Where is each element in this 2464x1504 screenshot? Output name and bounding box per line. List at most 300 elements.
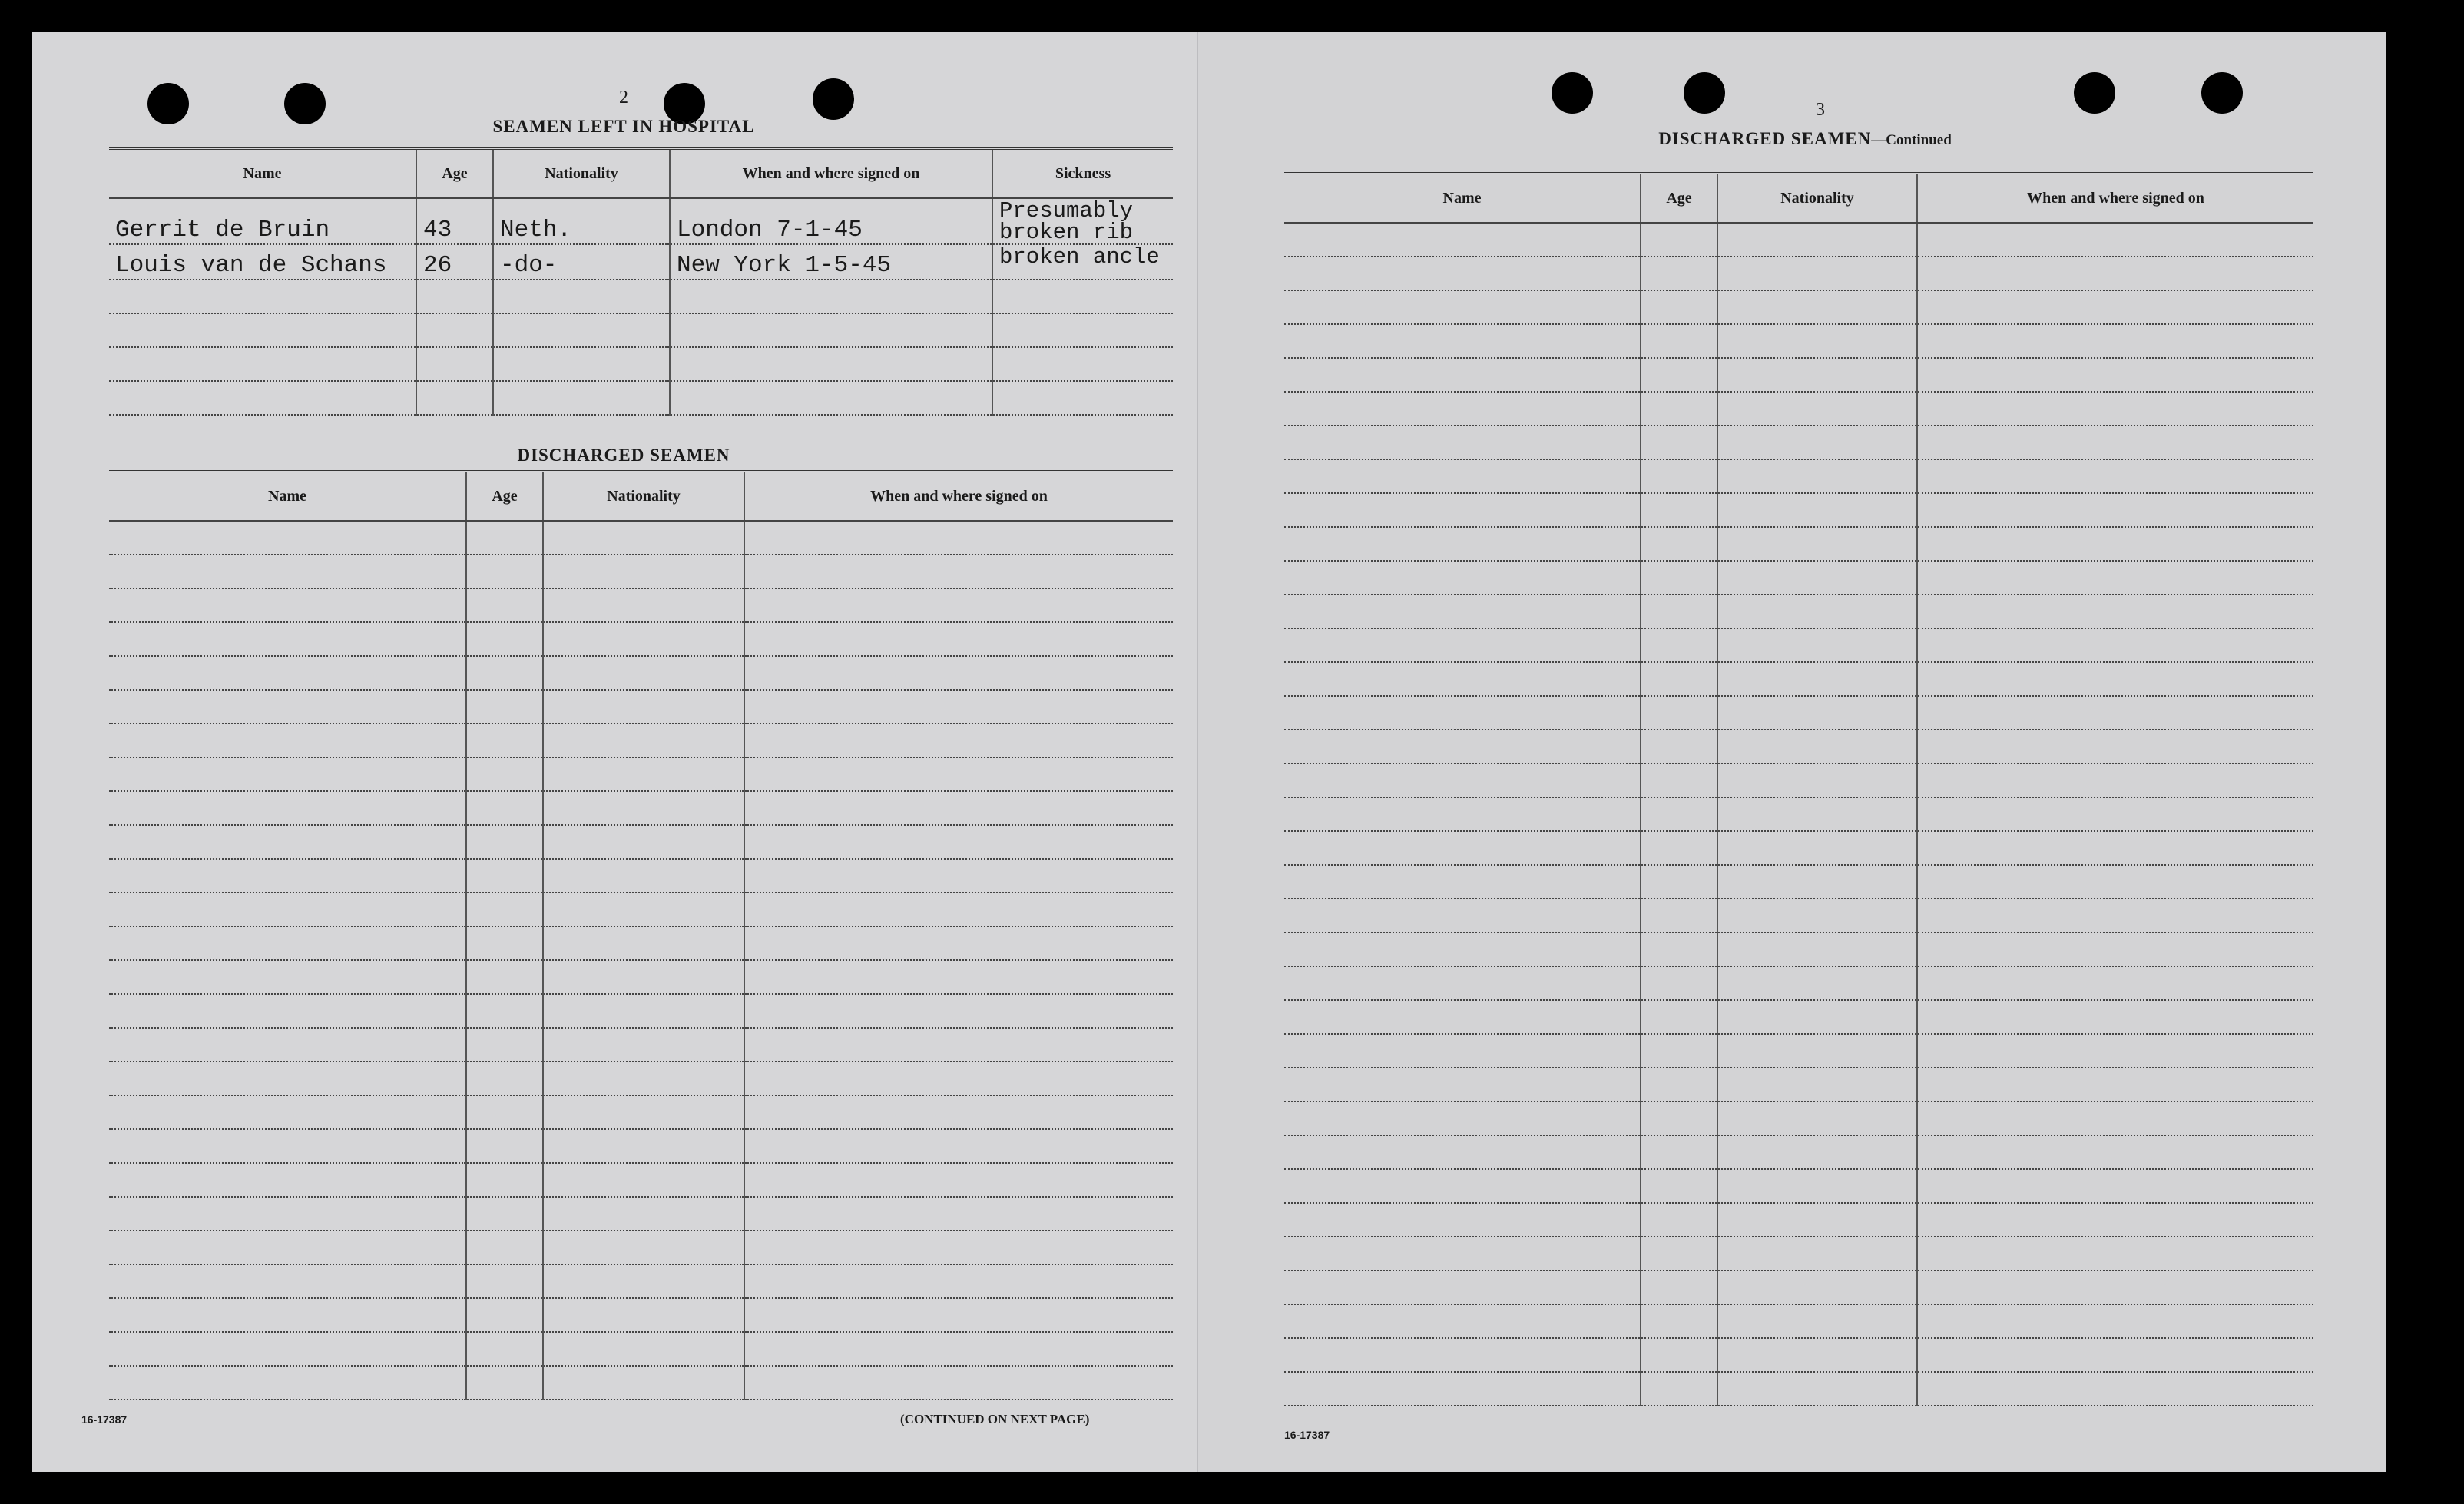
blank-cell [992, 381, 1173, 415]
blank-cell [1717, 1068, 1917, 1101]
blank-cell [744, 1028, 1173, 1062]
blank-cell [1284, 223, 1641, 257]
blank-cell [109, 791, 466, 825]
blank-cell [493, 313, 670, 347]
blank-cell [1641, 527, 1717, 561]
blank-cell [1641, 628, 1717, 662]
blank-cell [1917, 1135, 2313, 1169]
blank-cell [1284, 966, 1641, 1000]
blank-cell [1717, 662, 1917, 696]
title-suffix: —Continued [1871, 132, 1952, 148]
blank-cell [1641, 933, 1717, 966]
blank-cell [1717, 358, 1917, 392]
blank-cell [1641, 966, 1717, 1000]
blank-cell [1717, 1034, 1917, 1068]
blank-cell [543, 859, 744, 893]
blank-cell [1917, 324, 2313, 358]
blank-cell [109, 893, 466, 926]
blank-cell [109, 1163, 466, 1197]
blank-cell [466, 622, 543, 656]
discharged-section-title: DISCHARGED SEAMEN [517, 446, 730, 465]
blank-cell [670, 313, 992, 347]
blank-cell [1641, 662, 1717, 696]
blank-cell [1641, 257, 1717, 290]
blank-cell [1284, 865, 1641, 899]
blank-cell [543, 1366, 744, 1400]
blank-cell [1717, 223, 1917, 257]
blank-cell [1917, 696, 2313, 730]
blank-row [109, 926, 1173, 960]
cell-nationality: -do- [493, 244, 670, 280]
blank-row [1284, 561, 2313, 595]
blank-cell [109, 960, 466, 994]
blank-cell [744, 1095, 1173, 1129]
left-page [32, 32, 1198, 1472]
blank-cell [1284, 730, 1641, 764]
blank-cell [543, 926, 744, 960]
blank-cell [1641, 358, 1717, 392]
blank-cell [1641, 324, 1717, 358]
blank-cell [1284, 1304, 1641, 1338]
punch-hole [1552, 72, 1593, 114]
blank-cell [1641, 459, 1717, 493]
blank-cell [1917, 865, 2313, 899]
blank-row [1284, 324, 2313, 358]
blank-cell [1917, 1338, 2313, 1372]
blank-cell [670, 347, 992, 381]
blank-cell [466, 825, 543, 859]
cell-age: 26 [416, 244, 493, 280]
column-header: When and where signed on [1917, 174, 2313, 224]
blank-cell [543, 1095, 744, 1129]
blank-cell [1641, 290, 1717, 324]
blank-cell [1284, 358, 1641, 392]
blank-cell [744, 994, 1173, 1028]
blank-cell [1284, 1203, 1641, 1237]
blank-cell [1717, 899, 1917, 933]
blank-cell [109, 1062, 466, 1095]
blank-cell [543, 1298, 744, 1332]
blank-cell [744, 622, 1173, 656]
blank-cell [1641, 595, 1717, 628]
blank-cell [466, 690, 543, 724]
blank-cell [1917, 493, 2313, 527]
blank-cell [543, 656, 744, 690]
table-row [109, 244, 1173, 280]
form-number: 16-17387 [1284, 1429, 1330, 1441]
blank-cell [543, 960, 744, 994]
blank-cell [109, 656, 466, 690]
blank-cell [1717, 290, 1917, 324]
blank-cell [744, 1129, 1173, 1163]
blank-cell [1717, 933, 1917, 966]
cell-name: Gerrit de Bruin [109, 198, 416, 244]
blank-cell [1641, 1203, 1717, 1237]
blank-cell [1917, 1237, 2313, 1270]
blank-cell [744, 926, 1173, 960]
blank-cell [109, 994, 466, 1028]
blank-row [109, 1163, 1173, 1197]
blank-cell [1717, 628, 1917, 662]
blank-row [1284, 662, 2313, 696]
blank-cell [1917, 459, 2313, 493]
blank-cell [109, 926, 466, 960]
blank-row [1284, 1000, 2313, 1034]
form-number: 16-17387 [81, 1413, 128, 1426]
blank-cell [1284, 797, 1641, 831]
blank-cell [1917, 730, 2313, 764]
blank-cell [543, 1062, 744, 1095]
blank-row [1284, 358, 2313, 392]
blank-cell [1917, 933, 2313, 966]
column-header: Nationality [493, 149, 670, 199]
cell-age: 43 [416, 198, 493, 244]
blank-cell [1284, 899, 1641, 933]
blank-cell [1717, 1237, 1917, 1270]
blank-cell [1917, 290, 2313, 324]
blank-cell [1641, 1338, 1717, 1372]
blank-row [109, 791, 1173, 825]
blank-cell [466, 1062, 543, 1095]
blank-cell [1284, 696, 1641, 730]
blank-cell [109, 1264, 466, 1298]
blank-cell [1284, 324, 1641, 358]
blank-cell [1284, 257, 1641, 290]
blank-row [109, 656, 1173, 690]
blank-cell [543, 1264, 744, 1298]
blank-cell [543, 1028, 744, 1062]
blank-row [1284, 1372, 2313, 1406]
blank-cell [109, 757, 466, 791]
blank-cell [1284, 1135, 1641, 1169]
blank-row [1284, 1203, 2313, 1237]
blank-cell [1917, 1372, 2313, 1406]
blank-cell [1917, 561, 2313, 595]
blank-cell [1717, 1169, 1917, 1203]
cell-sickness: broken ancle [992, 244, 1173, 280]
punch-hole [147, 83, 189, 124]
blank-cell [1917, 797, 2313, 831]
blank-cell [1641, 1169, 1717, 1203]
cell-signed-on: New York 1-5-45 [670, 244, 992, 280]
blank-row [109, 622, 1173, 656]
blank-cell [466, 1231, 543, 1264]
blank-cell [1284, 1101, 1641, 1135]
blank-cell [543, 1332, 744, 1366]
discharged-table [109, 470, 1173, 1400]
blank-row [1284, 392, 2313, 426]
blank-cell [1284, 1270, 1641, 1304]
blank-row [1284, 831, 2313, 865]
blank-cell [670, 280, 992, 313]
punch-hole [2074, 72, 2115, 114]
blank-cell [109, 1298, 466, 1332]
blank-cell [466, 1264, 543, 1298]
column-header: When and where signed on [670, 149, 992, 199]
blank-cell [744, 521, 1173, 555]
blank-cell [1641, 392, 1717, 426]
discharged-table-header [109, 472, 1173, 522]
blank-cell [1917, 764, 2313, 797]
blank-cell [1917, 1034, 2313, 1068]
blank-cell [744, 1298, 1173, 1332]
blank-cell [1284, 1372, 1641, 1406]
blank-cell [1284, 527, 1641, 561]
blank-cell [1641, 730, 1717, 764]
blank-row [109, 1231, 1173, 1264]
blank-cell [744, 825, 1173, 859]
blank-cell [1284, 933, 1641, 966]
blank-cell [744, 1197, 1173, 1231]
blank-row [109, 280, 1173, 313]
blank-cell [109, 825, 466, 859]
blank-cell [1717, 730, 1917, 764]
blank-cell [1917, 223, 2313, 257]
punch-hole [1684, 72, 1725, 114]
blank-cell [1641, 696, 1717, 730]
blank-row [109, 893, 1173, 926]
blank-cell [466, 1366, 543, 1400]
blank-cell [543, 622, 744, 656]
punch-hole [813, 78, 854, 120]
blank-cell [1284, 1169, 1641, 1203]
column-header: Name [109, 472, 466, 522]
blank-cell [1717, 392, 1917, 426]
blank-cell [466, 521, 543, 555]
column-header: Nationality [543, 472, 744, 522]
blank-cell [1284, 1000, 1641, 1034]
blank-cell [109, 588, 466, 622]
blank-cell [744, 588, 1173, 622]
blank-cell [1717, 1304, 1917, 1338]
blank-cell [109, 1231, 466, 1264]
blank-cell [670, 381, 992, 415]
blank-cell [1284, 561, 1641, 595]
blank-cell [1717, 797, 1917, 831]
blank-cell [1717, 595, 1917, 628]
blank-row [1284, 1304, 2313, 1338]
title-main: DISCHARGED SEAMEN [1658, 129, 1872, 148]
page-number: 3 [1816, 100, 1825, 120]
blank-cell [1284, 459, 1641, 493]
blank-cell [1917, 1101, 2313, 1135]
blank-cell [744, 791, 1173, 825]
hospital-table [109, 147, 1173, 416]
blank-cell [1917, 1068, 2313, 1101]
blank-cell [1717, 493, 1917, 527]
blank-cell [1917, 966, 2313, 1000]
blank-row [1284, 1034, 2313, 1068]
blank-cell [1284, 628, 1641, 662]
punch-hole [2201, 72, 2243, 114]
cell-name: Louis van de Schans [109, 244, 416, 280]
blank-cell [466, 1197, 543, 1231]
blank-cell [543, 724, 744, 757]
blank-cell [543, 893, 744, 926]
blank-cell [543, 1129, 744, 1163]
blank-cell [1917, 1000, 2313, 1034]
blank-cell [1917, 392, 2313, 426]
blank-cell [1917, 1270, 2313, 1304]
blank-row [1284, 730, 2313, 764]
blank-cell [1641, 1034, 1717, 1068]
blank-cell [109, 313, 416, 347]
blank-cell [1717, 1000, 1917, 1034]
blank-cell [744, 1366, 1173, 1400]
blank-cell [416, 347, 493, 381]
blank-cell [1717, 1203, 1917, 1237]
blank-cell [744, 555, 1173, 588]
blank-row [1284, 865, 2313, 899]
blank-cell [466, 859, 543, 893]
blank-cell [109, 1095, 466, 1129]
blank-cell [1641, 1270, 1717, 1304]
blank-cell [543, 825, 744, 859]
blank-cell [1917, 426, 2313, 459]
blank-cell [543, 555, 744, 588]
blank-cell [1284, 1237, 1641, 1270]
blank-cell [1641, 831, 1717, 865]
blank-cell [109, 280, 416, 313]
blank-row [109, 521, 1173, 555]
column-header: Age [466, 472, 543, 522]
blank-cell [466, 893, 543, 926]
blank-cell [416, 280, 493, 313]
blank-row [1284, 1101, 2313, 1135]
blank-cell [1717, 831, 1917, 865]
blank-cell [1641, 1304, 1717, 1338]
blank-cell [1284, 1338, 1641, 1372]
discharged-continued-title [1567, 129, 2043, 149]
blank-row [1284, 426, 2313, 459]
blank-row [1284, 1237, 2313, 1270]
blank-cell [416, 313, 493, 347]
blank-cell [543, 1231, 744, 1264]
blank-row [109, 588, 1173, 622]
blank-cell [1641, 561, 1717, 595]
blank-cell [744, 960, 1173, 994]
blank-cell [1641, 493, 1717, 527]
blank-row [1284, 223, 2313, 257]
blank-row [109, 1366, 1173, 1400]
blank-cell [744, 656, 1173, 690]
blank-cell [466, 960, 543, 994]
blank-cell [109, 1197, 466, 1231]
blank-cell [543, 757, 744, 791]
blank-cell [1284, 831, 1641, 865]
blank-cell [1284, 493, 1641, 527]
blank-cell [109, 1129, 466, 1163]
blank-cell [1284, 290, 1641, 324]
blank-cell [466, 757, 543, 791]
column-header: Sickness [992, 149, 1173, 199]
blank-cell [466, 994, 543, 1028]
blank-cell [1917, 595, 2313, 628]
cell-nationality: Neth. [493, 198, 670, 244]
blank-row [109, 1095, 1173, 1129]
blank-cell [1284, 764, 1641, 797]
blank-row [109, 1062, 1173, 1095]
blank-cell [744, 1231, 1173, 1264]
blank-row [1284, 696, 2313, 730]
blank-row [109, 859, 1173, 893]
blank-row [1284, 527, 2313, 561]
blank-cell [1917, 1203, 2313, 1237]
blank-cell [466, 1163, 543, 1197]
blank-row [1284, 966, 2313, 1000]
blank-cell [109, 622, 466, 656]
blank-cell [1284, 426, 1641, 459]
blank-cell [1717, 1270, 1917, 1304]
blank-cell [109, 690, 466, 724]
blank-cell [543, 521, 744, 555]
blank-row [109, 690, 1173, 724]
blank-cell [1641, 899, 1717, 933]
blank-cell [493, 347, 670, 381]
blank-cell [466, 555, 543, 588]
continued-note: (CONTINUED ON NEXT PAGE) [900, 1412, 1090, 1426]
blank-row [109, 1197, 1173, 1231]
blank-cell [992, 347, 1173, 381]
discharged-continued-table-header [1284, 174, 2313, 224]
blank-cell [109, 859, 466, 893]
blank-cell [1717, 696, 1917, 730]
blank-cell [744, 859, 1173, 893]
blank-cell [416, 381, 493, 415]
blank-row [109, 994, 1173, 1028]
blank-row [1284, 1338, 2313, 1372]
blank-cell [1717, 966, 1917, 1000]
blank-row [1284, 899, 2313, 933]
blank-cell [1917, 527, 2313, 561]
blank-cell [992, 280, 1173, 313]
blank-row [109, 1264, 1173, 1298]
blank-cell [1641, 1237, 1717, 1270]
blank-cell [466, 724, 543, 757]
blank-row [1284, 1169, 2313, 1203]
blank-cell [1641, 426, 1717, 459]
blank-cell [1717, 865, 1917, 899]
blank-cell [466, 1095, 543, 1129]
blank-cell [543, 1197, 744, 1231]
blank-cell [1284, 1034, 1641, 1068]
blank-cell [466, 1028, 543, 1062]
blank-cell [466, 1298, 543, 1332]
right-page [1198, 32, 2386, 1472]
blank-cell [1641, 865, 1717, 899]
blank-cell [109, 521, 466, 555]
blank-cell [1717, 527, 1917, 561]
discharged-continued-table [1284, 172, 2313, 1406]
blank-cell [493, 280, 670, 313]
blank-cell [1917, 1304, 2313, 1338]
blank-cell [744, 690, 1173, 724]
blank-cell [1641, 1068, 1717, 1101]
blank-cell [543, 994, 744, 1028]
hospital-table-header [109, 149, 1173, 199]
cell-sickness: Presumably broken rib [992, 198, 1173, 244]
blank-row [109, 313, 1173, 347]
blank-cell [1641, 1135, 1717, 1169]
blank-row [109, 1028, 1173, 1062]
blank-cell [744, 893, 1173, 926]
blank-cell [1641, 1101, 1717, 1135]
blank-row [109, 724, 1173, 757]
blank-cell [1917, 257, 2313, 290]
blank-cell [744, 1264, 1173, 1298]
blank-row [1284, 764, 2313, 797]
cell-signed-on: London 7-1-45 [670, 198, 992, 244]
